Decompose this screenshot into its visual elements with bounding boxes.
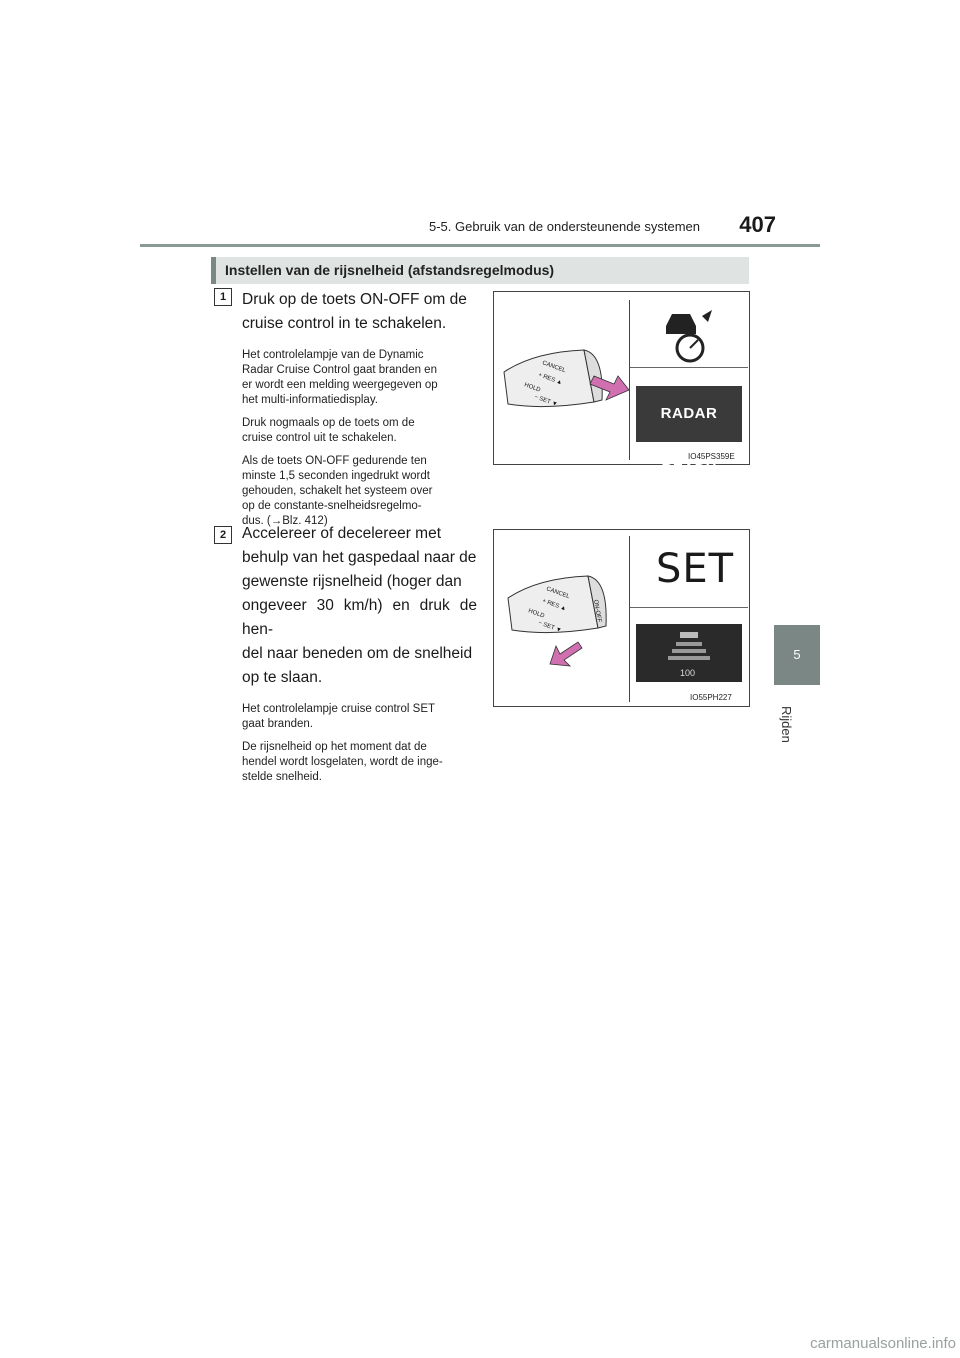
step-1-note-line: het multi-informatiedisplay. bbox=[242, 394, 378, 406]
step-1-text bbox=[242, 288, 477, 529]
figure-radar-ready bbox=[493, 291, 750, 478]
header-section-title: 5-5. Gebruik van de ondersteunende systemen bbox=[428, 219, 700, 234]
step-2-note-line: hendel wordt losgelaten, wordt de inge- bbox=[242, 756, 443, 768]
step-1-instruction-line: Druk op de toets ON-OFF om de bbox=[242, 291, 467, 308]
radar-ready-display: RADAR READY bbox=[636, 386, 742, 442]
section-heading-bar bbox=[211, 257, 749, 284]
figure-divider-h bbox=[630, 367, 748, 368]
header-rule bbox=[140, 244, 820, 247]
step-1-note-line: Als de toets ON-OFF gedurende ten bbox=[242, 455, 427, 467]
set-speed-value: 100 bbox=[680, 668, 696, 678]
step-2-instruction-line: gewenste rijsnelheid (hoger dan bbox=[242, 573, 462, 590]
step-1-note-line: Radar Cruise Control gaat branden en bbox=[242, 364, 437, 376]
dynamic-radar-cruise-icon bbox=[660, 304, 720, 364]
step-2-instruction-line: behulp van het gaspedaal naar de bbox=[242, 549, 477, 566]
lever-onoff-label: ON-OFF bbox=[592, 599, 602, 623]
step-1-note-line: er wordt een melding weergegeven op bbox=[242, 379, 438, 391]
lever-set-label: − SET ▼ bbox=[533, 394, 559, 409]
cruise-lever-illustration bbox=[494, 292, 634, 464]
section-heading: Instellen van de rijsnelheid (afstandsregelmodus) bbox=[225, 262, 555, 278]
lever-hold-label: HOLD bbox=[523, 382, 542, 394]
step-2-note-line: stelde snelheid. bbox=[242, 771, 322, 783]
cruise-lever-illustration bbox=[494, 530, 634, 706]
speed-display bbox=[636, 624, 742, 682]
set-indicator: SET bbox=[656, 546, 735, 592]
figure-code: IO55PH227 bbox=[690, 693, 732, 702]
step-badge-2: 2 bbox=[214, 526, 232, 544]
lever-res-label: + RES ▲ bbox=[541, 598, 567, 613]
figure-set-speed bbox=[493, 529, 750, 707]
lever-cancel-label: CANCEL bbox=[541, 360, 567, 375]
step-badge-1: 1 bbox=[214, 288, 232, 306]
step-2-note-line: De rijsnelheid op het moment dat de bbox=[242, 741, 427, 753]
figure-divider bbox=[629, 300, 630, 460]
push-down-arrow-icon bbox=[550, 642, 582, 666]
figure-divider bbox=[629, 536, 630, 702]
lever-res-label: + RES ▲ bbox=[537, 372, 563, 387]
step-1-note-line: Het controlelampje van de Dynamic bbox=[242, 349, 424, 361]
step-1-note-line: dus. (→Blz. 412) bbox=[242, 515, 328, 527]
page-number: 407 bbox=[739, 212, 776, 237]
step-1-note-line: op de constante-snelheidsregelmo- bbox=[242, 500, 422, 512]
figure-code: IO45PS359E bbox=[688, 452, 735, 461]
step-2-instruction-line: op te slaan. bbox=[242, 669, 323, 686]
figure-divider-h bbox=[630, 607, 748, 608]
step-2-note-line: Het controlelampje cruise control SET bbox=[242, 703, 436, 715]
step-2-note-line: gaat branden. bbox=[242, 718, 313, 730]
step-2-instruction-line: del naar beneden om de snelheid bbox=[242, 645, 473, 662]
step-1-note-line: cruise control uit te schakelen. bbox=[242, 432, 397, 444]
step-1-note-line: minste 1,5 seconden ingedrukt wordt bbox=[242, 470, 430, 482]
step-2-instruction-line: Accelereer of decelereer met bbox=[242, 525, 442, 542]
step-1-note-line: gehouden, schakelt het systeem over bbox=[242, 485, 433, 497]
step-1-note-line: Druk nogmaals op de toets om de bbox=[242, 417, 415, 429]
chapter-label: Rijden bbox=[779, 706, 794, 743]
step-2-text bbox=[242, 522, 477, 785]
step-2-instruction-line: ongeveer 30 km/h) en druk de hen- bbox=[242, 597, 477, 638]
lever-set-label: − SET ▼ bbox=[537, 620, 563, 635]
lever-cancel-label: CANCEL bbox=[545, 586, 571, 601]
lever-hold-label: HOLD bbox=[527, 608, 546, 620]
watermark: carmanualsonline.info bbox=[810, 1335, 956, 1352]
step-1-instruction-line: cruise control in te schakelen. bbox=[242, 315, 447, 332]
chapter-tab: 5 bbox=[774, 625, 820, 685]
